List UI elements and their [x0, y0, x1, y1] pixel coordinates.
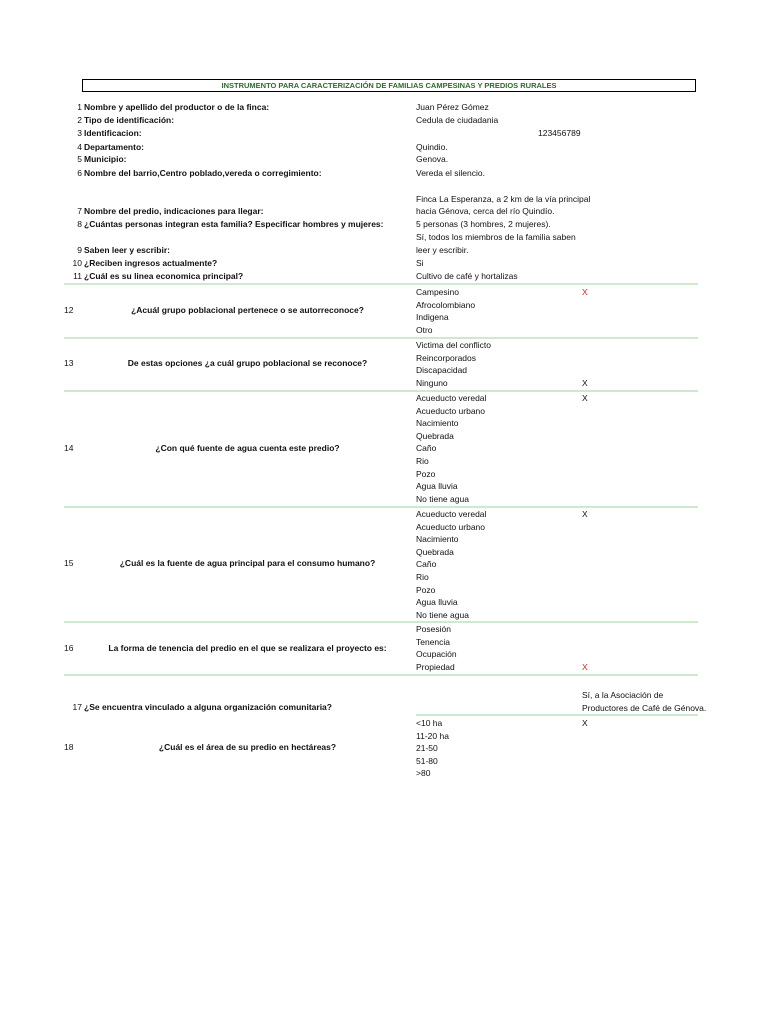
option-item [416, 636, 457, 649]
selection-mark: X [582, 287, 588, 297]
option-label: Rio [416, 571, 429, 582]
option-item [416, 661, 588, 674]
question-label: Tipo de identificación: [84, 115, 175, 125]
question-label: ¿Cuál es el área de su predio en hectáreas? [158, 742, 337, 752]
answer-value: hacia Génova, cerca del río Quindío. [416, 206, 555, 216]
option-item [416, 742, 449, 755]
row-divider [64, 621, 698, 623]
option-item [416, 584, 486, 597]
row-number: 9 [77, 245, 82, 255]
option-label: Otro [416, 324, 433, 335]
option-item [416, 493, 486, 506]
option-item [416, 521, 486, 534]
option-item [416, 480, 486, 493]
option-item [416, 311, 475, 324]
option-item [416, 533, 486, 546]
question-label: Nombre del predio, indicaciones para llegar: [84, 206, 264, 216]
answer-value: Cultivo de café y hortalizas [416, 271, 518, 281]
option-label: <10 ha [416, 718, 443, 728]
option-item [416, 352, 491, 365]
question-label: ¿Cuál es su linea economica principal? [84, 271, 244, 281]
question-label: Nombre del barrio,Centro poblado,vereda o corregimiento: [84, 168, 322, 178]
row-divider [64, 674, 698, 676]
option-list [416, 508, 588, 621]
form-title: INSTRUMENTO PARA CARACTERIZACIÓN DE FAMILIAS CAMPESINAS Y PREDIOS RURALES [82, 79, 696, 92]
row-number: 6 [77, 168, 82, 178]
option-label: Afrocolombiano [416, 299, 476, 310]
answer-value: Vereda el silencio. [416, 168, 485, 178]
option-list [416, 717, 588, 780]
answer-value: Si [416, 258, 424, 268]
answer-value: Sí, todos los miembros de la familia saben [416, 232, 576, 242]
option-list [416, 286, 588, 336]
option-item [416, 417, 486, 430]
option-item [416, 596, 486, 609]
option-list [416, 623, 588, 673]
answer-value: Cedula de ciudadania [416, 115, 499, 125]
option-label: >80 [416, 768, 431, 779]
option-item [416, 558, 486, 571]
option-label: Posesión [416, 624, 451, 634]
option-label: Pozo [416, 468, 436, 479]
option-label: Acueducto urbano [416, 521, 485, 532]
selection-mark: X [582, 509, 588, 519]
option-item [416, 442, 486, 455]
option-label: Acueducto urbano [416, 405, 485, 416]
answer-line: Productores de Café de Génova. [582, 702, 707, 713]
option-label: No tiene agua [416, 609, 469, 620]
option-label: Agua lluvia [416, 597, 458, 608]
selection-mark: X [582, 377, 588, 388]
option-item [416, 609, 486, 622]
question-label: Saben leer y escribir: [84, 245, 170, 255]
option-label: 11-20 ha [416, 730, 449, 741]
option-item [416, 571, 486, 584]
option-label: Caño [416, 443, 437, 454]
row-number: 3 [77, 128, 82, 138]
option-item [416, 546, 486, 559]
row-number: 11 [73, 271, 82, 281]
question-label: ¿Con qué fuente de agua cuenta este predio? [155, 443, 340, 453]
question-label: ¿Cuál es la fuente de agua principal para el consumo humano? [119, 558, 376, 568]
row-divider [64, 390, 698, 392]
question-label: La forma de tenencia del predio en el que se realizara el proyecto es: [108, 643, 387, 653]
answer-value: Genova. [416, 154, 449, 164]
question-label: ¿Reciben ingresos actualmente? [84, 258, 218, 268]
question-label: Identificacion: [84, 128, 142, 138]
option-label: Agua lluvia [416, 481, 458, 492]
row-number: 4 [77, 142, 82, 152]
option-label: Acueducto veredal [416, 393, 487, 403]
option-label: Ninguno [416, 377, 448, 388]
row-number: 8 [77, 219, 82, 229]
option-label: Nacimiento [416, 418, 459, 429]
option-label: Reincorporados [416, 352, 477, 363]
option-label: Victima del conflicto [416, 340, 491, 350]
option-label: Campesino [416, 287, 459, 297]
row-number: 2 [77, 115, 82, 125]
question-label: De estas opciones ¿a cuál grupo poblacional se reconoce? [127, 358, 368, 368]
option-item [416, 648, 457, 661]
row-number: 10 [72, 258, 82, 268]
selection-mark: X [582, 393, 588, 403]
option-label: Caño [416, 559, 437, 570]
option-item [416, 623, 457, 636]
option-label: Propiedad [416, 661, 455, 672]
question-label: ¿Se encuentra vinculado a alguna organización comunitaria? [84, 702, 332, 712]
question-label: Departamento: [84, 142, 144, 152]
option-label: 51-80 [416, 755, 438, 766]
row-number: 1 [77, 102, 82, 112]
row-number: 15 [64, 558, 74, 568]
row-number: 17 [72, 702, 82, 712]
option-item [416, 755, 449, 768]
row-number: 16 [64, 643, 74, 653]
row-divider [64, 337, 698, 339]
question-label: ¿Cuántas personas integran esta familia? Especificar hombres y mujeres: [84, 219, 384, 229]
option-label: Acueducto veredal [416, 509, 487, 519]
question-label: Nombre y apellido del productor o de la finca: [84, 102, 270, 112]
option-item [416, 468, 486, 481]
question-label: ¿Acuál grupo poblacional pertenece o se autorreconoce? [131, 305, 364, 315]
option-item [416, 455, 486, 468]
option-label: No tiene agua [416, 493, 469, 504]
option-item [416, 405, 486, 418]
answer-value: Juan Pérez Gómez [416, 102, 489, 112]
option-item [416, 430, 486, 443]
option-item [416, 730, 449, 743]
option-label: Quebrada [416, 430, 454, 441]
row-number: 18 [64, 742, 74, 752]
selection-mark: X [582, 718, 588, 728]
option-item [416, 324, 475, 337]
option-label: 21-50 [416, 743, 438, 754]
option-item [416, 717, 588, 730]
row-number: 14 [64, 443, 74, 453]
answer-value: leer y escribir. [416, 245, 469, 255]
option-item [416, 286, 588, 299]
option-item [416, 767, 449, 780]
answer-line: Sí, a la Asociación de [582, 690, 664, 700]
row-number: 5 [77, 154, 82, 164]
option-label: Quebrada [416, 546, 454, 557]
option-list [416, 339, 588, 389]
answer-value: 5 personas (3 hombres, 2 mujeres). [416, 219, 551, 229]
answer-value: Finca La Esperanza, a 2 km de la vía principal [416, 194, 591, 204]
option-item [416, 508, 588, 521]
option-list [416, 392, 588, 505]
answer-value: Quindio. [416, 142, 448, 152]
selection-mark: X [582, 661, 588, 672]
option-item [416, 377, 588, 390]
option-label: Pozo [416, 584, 436, 595]
answer-value: 123456789 [538, 128, 581, 138]
option-label: Indigena [416, 312, 449, 323]
option-label: Nacimiento [416, 534, 459, 545]
option-label: Discapacidad [416, 365, 468, 376]
row-number: 12 [64, 305, 74, 315]
question-label: Municipio: [84, 154, 127, 164]
row-divider [64, 283, 698, 285]
option-label: Ocupación [416, 649, 457, 660]
option-item [416, 299, 475, 312]
option-item [416, 364, 491, 377]
row-divider [416, 714, 698, 716]
row-divider [64, 506, 698, 508]
option-label: Tenencia [416, 636, 451, 647]
row-number: 7 [77, 206, 82, 216]
option-item [416, 339, 491, 352]
answer-value [582, 689, 706, 714]
option-item [416, 392, 588, 405]
row-number: 13 [64, 358, 74, 368]
option-label: Rio [416, 455, 429, 466]
